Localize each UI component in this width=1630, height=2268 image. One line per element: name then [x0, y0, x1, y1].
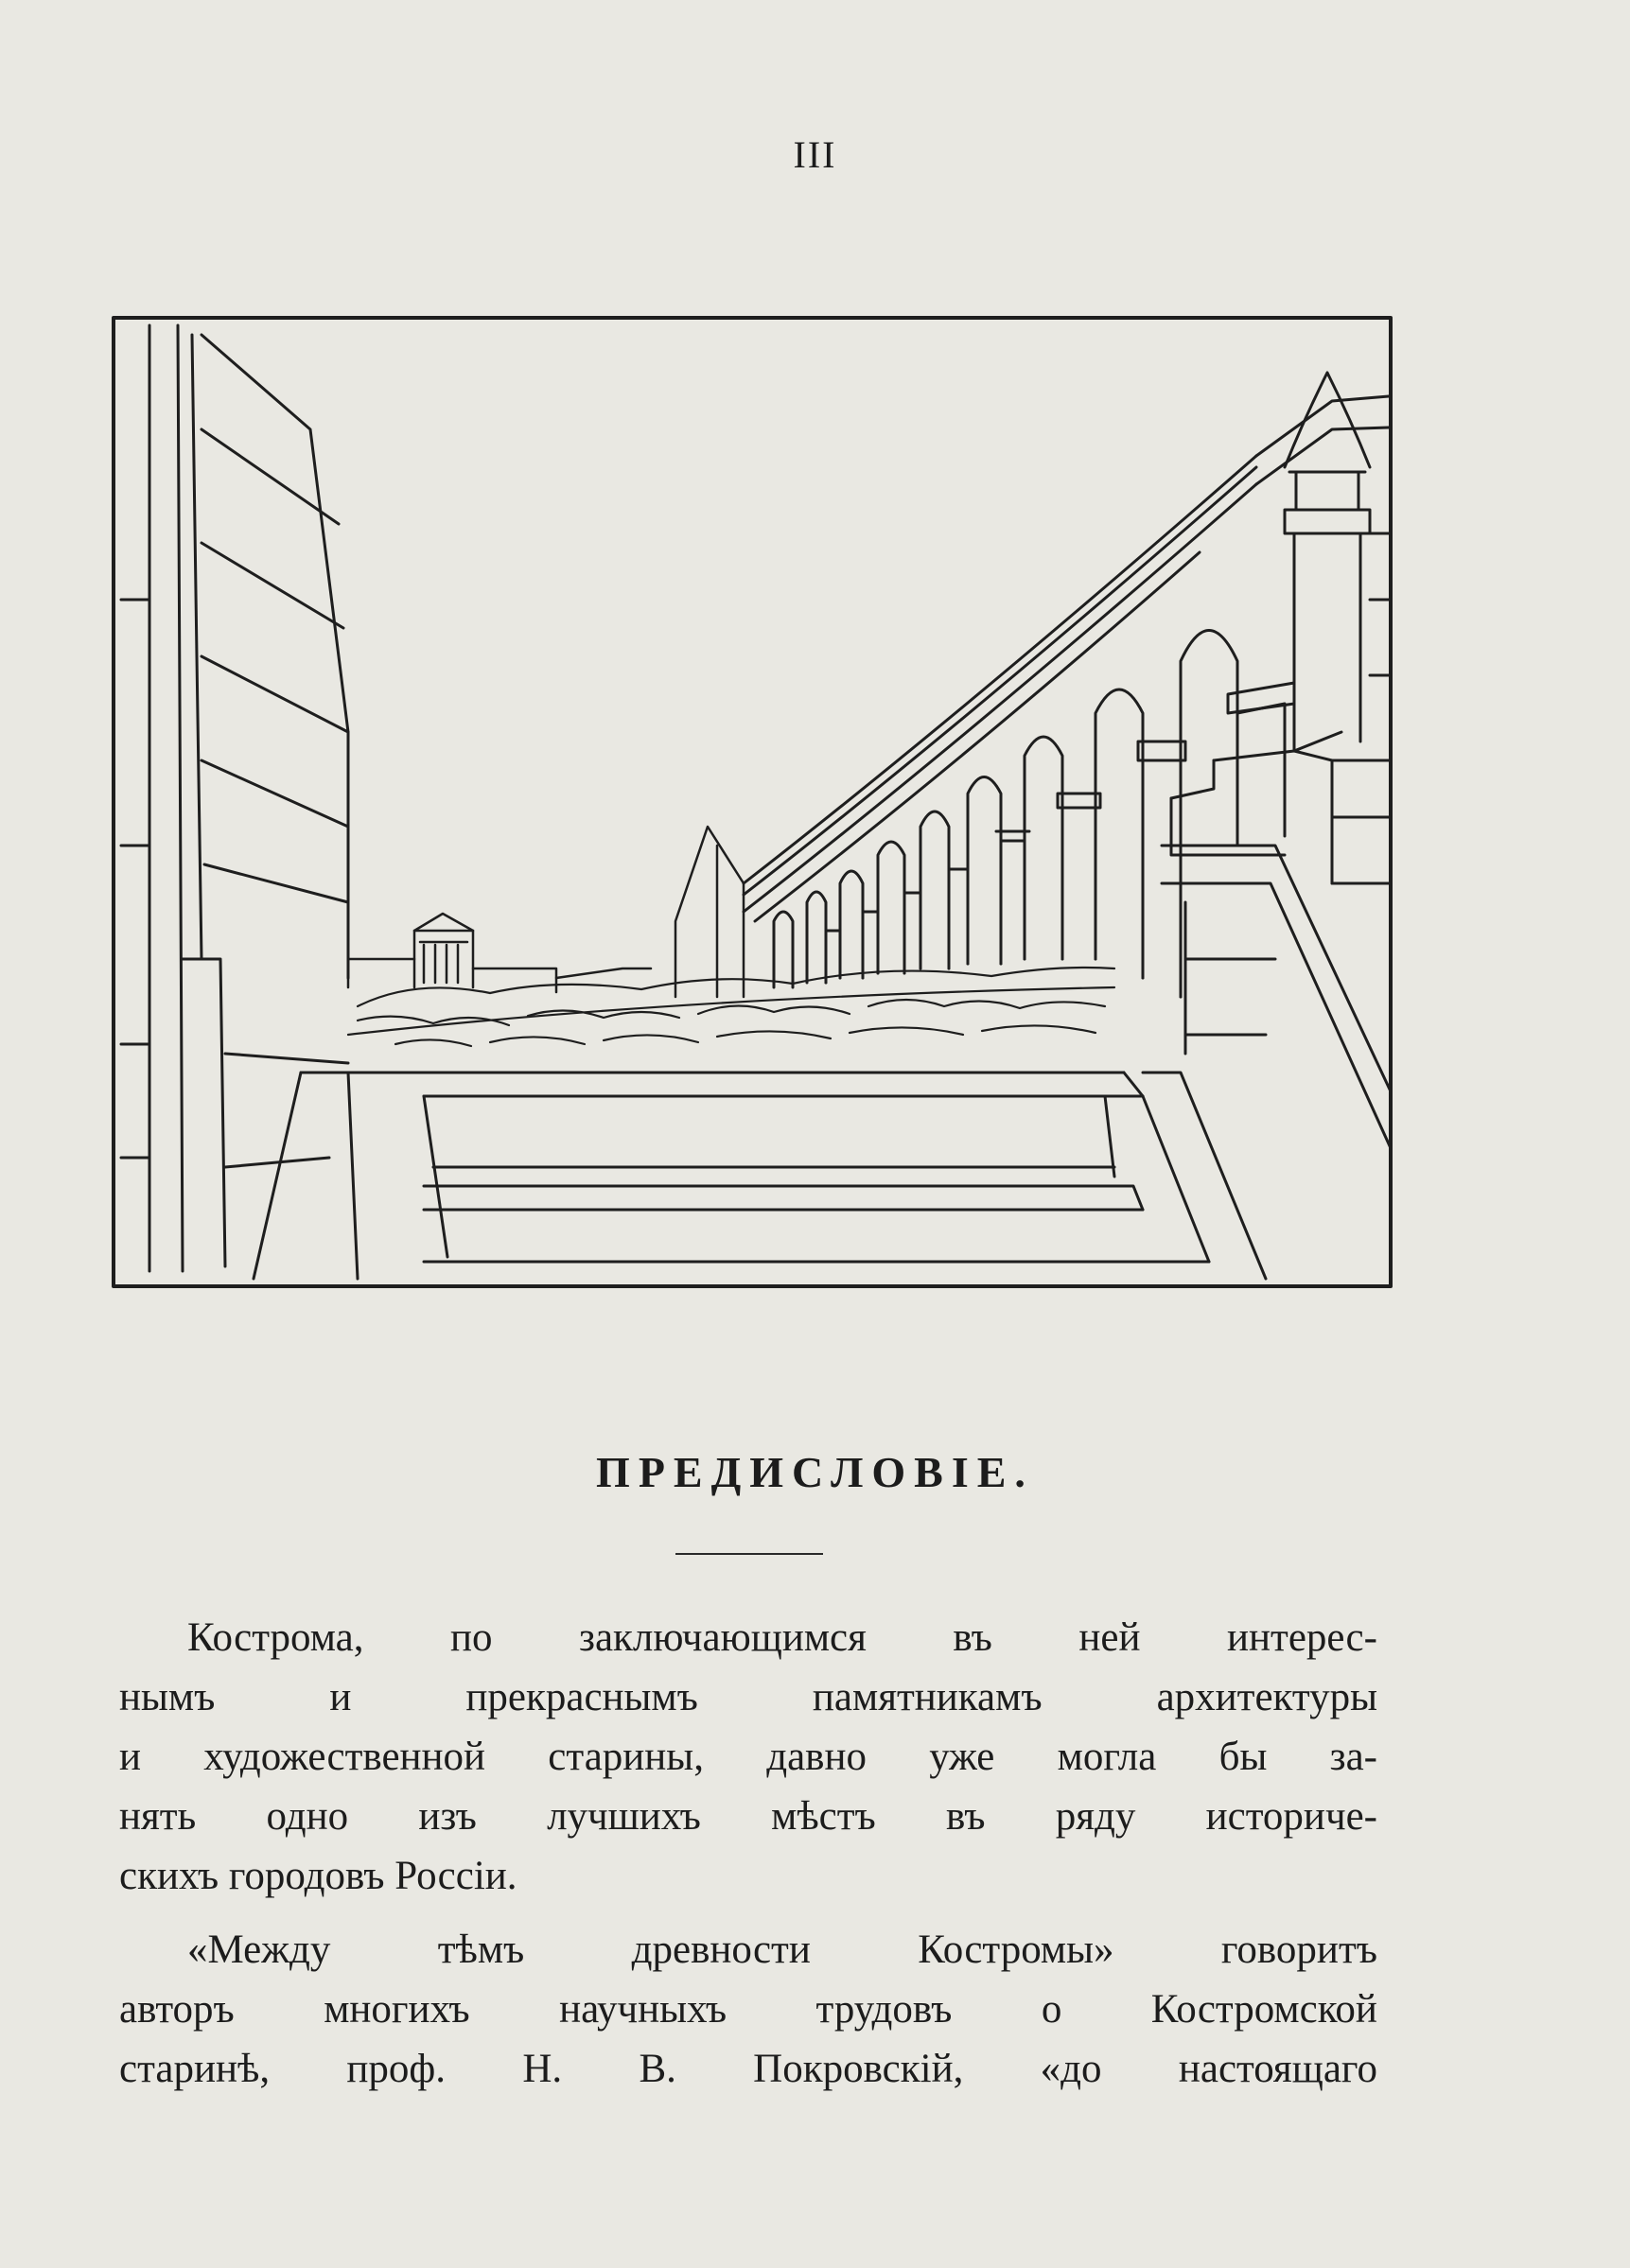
- paragraph-1-line-4: нять одно изъ лучшихъ мѣстъ въ ряду историче-: [119, 1794, 1377, 1839]
- heading-rule: [675, 1553, 823, 1555]
- illustration: [112, 316, 1393, 1288]
- page-number: III: [793, 133, 837, 176]
- arcade-engraving: [112, 316, 1393, 1288]
- front-steps: [254, 1073, 1266, 1279]
- paragraph-1-line-3: и художественной старины, давно уже могла бы за-: [119, 1735, 1377, 1779]
- distant-buildings: [348, 827, 744, 997]
- section-heading: ПРЕДИСЛОВІЕ.: [596, 1448, 1034, 1496]
- paragraph-2-line-1: «Между тѣмъ древности Костромы» говоритъ: [187, 1928, 1377, 1972]
- paragraph-2-line-2: авторъ многихъ научныхъ трудовъ о Костромской: [119, 1987, 1377, 2032]
- right-pillar: [1162, 373, 1391, 1148]
- left-wall: [121, 325, 348, 1271]
- paragraph-1-line-1: Кострома, по заключающимся въ ней интерес-: [187, 1615, 1377, 1660]
- paragraph-1-line-5: скихъ городовъ Россіи.: [119, 1854, 517, 1898]
- arcade: [744, 396, 1389, 997]
- cobblestones: [348, 968, 1114, 1046]
- paragraph-1-line-2: нымъ и прекраснымъ памятникамъ архитектуры: [119, 1675, 1377, 1719]
- paragraph-2-line-3: старинѣ, проф. Н. В. Покровскій, «до настоящаго: [119, 2047, 1377, 2091]
